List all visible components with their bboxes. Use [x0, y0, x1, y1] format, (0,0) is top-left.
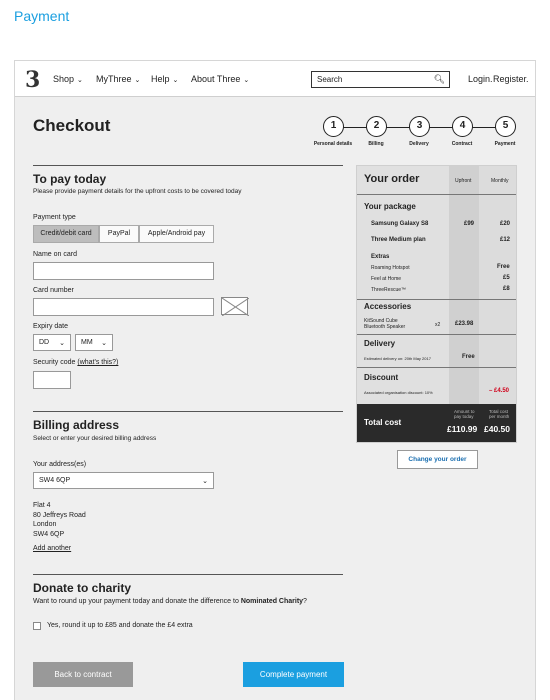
expiry-label: Expiry date [33, 323, 69, 330]
delivery-estimate: Estimated delivery on: 20th May 2017 [364, 356, 431, 361]
chevron-down-icon: ⌄ [202, 478, 208, 485]
expiry-day-select[interactable] [33, 334, 71, 351]
pay-today-desc: Please provide payment details for the upfront costs to be covered today [33, 188, 242, 195]
register-link[interactable]: Register. [493, 74, 529, 84]
three-logo[interactable]: 3 [25, 67, 41, 93]
delivery-heading: Delivery [364, 339, 396, 348]
extra-monthly: £5 [503, 275, 510, 281]
card-icon [221, 297, 248, 315]
package-heading: Your package [364, 202, 416, 211]
security-code-label [33, 359, 118, 366]
extra-monthly: Free [497, 264, 510, 270]
address-line: 80 Jeffreys Road [33, 511, 86, 519]
expiry-month-value: MM [81, 339, 93, 346]
charity-name: Nominated Charity [240, 598, 304, 605]
amount-today-label: Amount to [454, 409, 475, 414]
chevron-down-icon: ⌄ [59, 340, 65, 347]
order-total-bar [357, 404, 517, 443]
round-up-checkbox[interactable] [33, 622, 41, 630]
total-cost-label: Total cost [364, 418, 402, 427]
address-select-value: SW4 6QP [39, 477, 71, 484]
charity-heading: Donate to charity [33, 581, 132, 595]
billing-desc: Select or enter your desired billing address [33, 435, 157, 442]
order-divider [357, 367, 517, 368]
top-nav [15, 61, 535, 97]
card-number-label: Card number [33, 287, 74, 294]
nav-help-label: Help [151, 74, 170, 84]
total-today-value: £110.99 [447, 424, 478, 434]
discount-value: – £4.50 [489, 388, 510, 394]
step-3: 3 [409, 116, 430, 137]
payment-type-paypal[interactable]: PayPal [99, 225, 139, 243]
accessory-name: Bluetooth Speaker [364, 324, 406, 330]
monthly-column-bg [479, 166, 517, 404]
nav-about[interactable] [191, 74, 249, 84]
delivery-cost: Free [462, 354, 475, 360]
charity-desc [33, 598, 307, 605]
expiry-day-value: DD [39, 339, 50, 346]
accessory-upfront: £23.98 [455, 321, 474, 327]
order-title: Your order [364, 173, 420, 185]
browser-frame [14, 60, 536, 700]
step-4-label: Contract [451, 141, 473, 147]
nav-shop[interactable] [53, 74, 83, 84]
address-select[interactable] [33, 472, 214, 489]
complete-payment-button[interactable]: Complete payment [243, 662, 344, 687]
monthly-total-label: Total cost [489, 409, 509, 414]
billing-heading: Billing address [33, 418, 120, 432]
package-item-name: Samsung Galaxy S8 [371, 221, 429, 227]
extra-name: Roaming Hotspot [371, 265, 410, 271]
upfront-column-bg [449, 166, 479, 404]
package-item-monthly: £12 [500, 237, 511, 243]
search-icon[interactable]: 🔍︎ [433, 74, 445, 84]
step-1: 1 [323, 116, 344, 137]
page-title: Checkout [33, 116, 111, 135]
address-line: London [33, 521, 57, 528]
charity-desc-text: Want to round up your payment today and donate the difference to [33, 598, 241, 605]
expiry-month-select[interactable] [75, 334, 113, 351]
nav-about-label: About Three [191, 74, 241, 84]
section-divider [33, 574, 343, 575]
payment-type-card[interactable]: Credit/debit card [33, 225, 99, 243]
nav-shop-label: Shop [53, 74, 75, 84]
extra-monthly: £8 [503, 286, 510, 292]
chevron-down-icon: ⌄ [243, 77, 250, 84]
chevron-down-icon: ⌄ [77, 77, 83, 84]
security-code-text: Security code [33, 359, 76, 366]
search-input[interactable] [311, 71, 450, 88]
upfront-col-header: Upfront [455, 178, 472, 184]
monthly-total-label: per month [489, 414, 510, 419]
payment-type-label: Payment type [33, 214, 76, 221]
step-5: 5 [495, 116, 516, 137]
security-code-input[interactable] [33, 371, 71, 389]
card-number-input[interactable] [33, 298, 214, 316]
step-5-label: Payment [494, 141, 516, 147]
extra-name: ThreeRescue™ [371, 287, 407, 293]
section-divider [33, 165, 343, 166]
section-divider [33, 411, 343, 412]
payment-type-apple-android[interactable]: Apple/Android pay [139, 225, 214, 243]
order-summary-panel [356, 165, 517, 443]
address-line: SW4 6QP [33, 530, 65, 538]
round-up-label: Yes, round it up to £85 and donate the £4 extra [47, 622, 193, 629]
name-on-card-input[interactable] [33, 262, 214, 280]
order-divider [357, 299, 517, 300]
nav-mythree-label: MyThree [96, 74, 132, 84]
chevron-down-icon: ⌄ [134, 77, 141, 84]
chevron-down-icon: ⌄ [101, 340, 107, 347]
total-monthly-value: £40.50 [484, 424, 510, 434]
package-item-name: Three Medium plan [371, 237, 426, 243]
step-2-label: Billing [368, 141, 384, 147]
name-on-card-label: Name on card [33, 251, 77, 258]
order-divider [357, 334, 517, 335]
back-to-contract-button[interactable]: Back to contract [33, 662, 133, 687]
search-placeholder: Search [317, 75, 343, 84]
charity-desc-suffix: ? [303, 598, 307, 605]
your-addresses-label: Your address(es) [33, 461, 87, 468]
whats-this-link[interactable]: (what's this?) [77, 359, 119, 366]
pay-today-heading: To pay today [33, 172, 107, 186]
billing-address-block [33, 501, 86, 539]
nav-help[interactable] [151, 74, 178, 84]
nav-mythree[interactable] [96, 74, 140, 84]
monthly-col-header: Monthly [491, 178, 509, 184]
extra-name: Feel at Home [371, 276, 402, 282]
step-3-label: Delivery [409, 141, 429, 147]
address-line: Flat 4 [33, 502, 51, 509]
package-item-upfront: £99 [464, 221, 475, 227]
chevron-down-icon: ⌄ [172, 77, 179, 84]
step-1-label: Personal details [313, 141, 353, 147]
accessories-heading: Accessories [364, 302, 412, 311]
amount-today-label: pay today [454, 414, 474, 419]
change-order-button[interactable]: Change your order [397, 450, 478, 469]
order-divider [357, 194, 517, 195]
discount-heading: Discount [364, 373, 399, 382]
extras-heading: Extras [371, 254, 390, 260]
accessory-name: KitSound Cube [364, 318, 398, 324]
login-link[interactable]: Login. [468, 74, 493, 84]
step-2: 2 [366, 116, 387, 137]
discount-desc: Associated organisation discount: 10% [364, 390, 433, 395]
package-item-monthly: £20 [500, 221, 511, 227]
step-4: 4 [452, 116, 473, 137]
page-label: Payment [14, 8, 70, 24]
add-another-link[interactable]: Add another [33, 545, 72, 552]
accessory-qty: x2 [435, 322, 441, 328]
